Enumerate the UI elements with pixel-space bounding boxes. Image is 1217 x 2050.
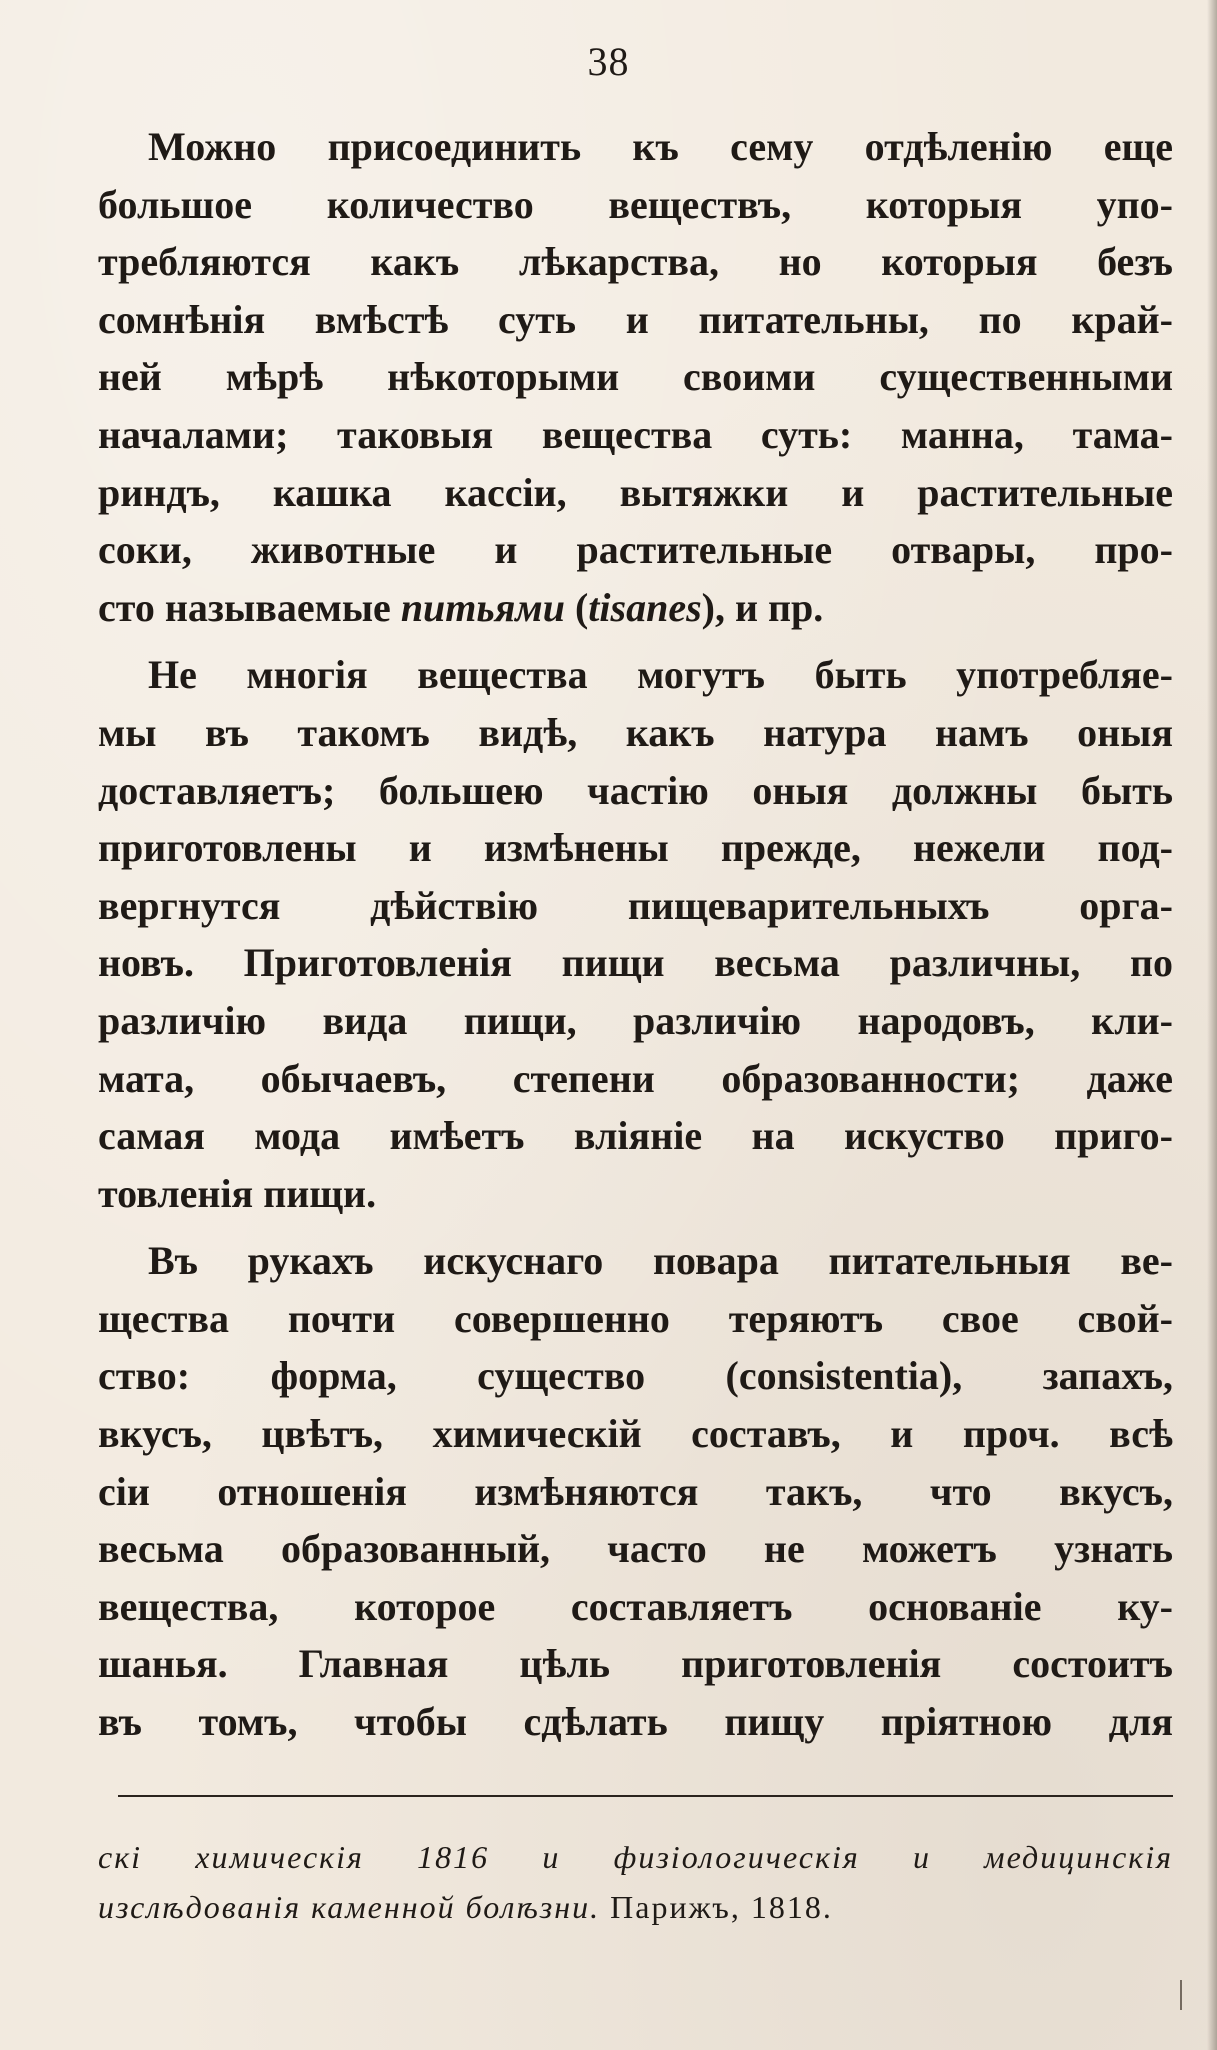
text-line: ней мѣрѣ нѣкоторыми своими существенными	[98, 354, 1173, 400]
text-line: Въ рукахъ искуснаго повара питательныя ве-	[148, 1238, 1173, 1284]
text-line: доставляетъ; большею частію оныя должны быть	[98, 767, 1173, 813]
footnote	[98, 1832, 1173, 1932]
text-line: новъ. Приготовленія пищи весьма различны, по	[98, 940, 1173, 986]
text-line: щества почти совершенно теряютъ свое свой-	[98, 1295, 1173, 1341]
text-line: въ томъ, чтобы сдѣлать пищу пріятною для	[98, 1699, 1173, 1745]
footnote-publication: Парижъ, 1818.	[600, 1889, 833, 1925]
text-line: Можно присоединить къ сему отдѣленію еще	[148, 124, 1173, 169]
text-line: товленія пищи.	[98, 1170, 377, 1216]
text-run: (	[564, 584, 589, 630]
text-line: весьма образованный, часто не можетъ узнать	[98, 1526, 1173, 1572]
text-line: требляются какъ лѣкарства, но которыя безъ	[98, 239, 1173, 285]
text-run: ), и пр.	[701, 584, 824, 630]
text-line: приготовлены и измѣнены прежде, нежели под-	[98, 825, 1173, 871]
paragraph-gap	[98, 1222, 1173, 1232]
footnote-italic-run: изслѣдованія каменной болѣзни.	[98, 1889, 601, 1925]
text-line: мы въ такомъ видѣ, какъ натура намъ оныя	[98, 709, 1173, 755]
paragraph-1	[98, 118, 1173, 636]
page-number: 38	[587, 39, 630, 84]
footnote-divider	[118, 1795, 1173, 1797]
text-line: вергнутся дѣйствію пищеварительныхъ орга-	[98, 882, 1173, 928]
text-line: началами; таковыя вещества суть: манна, тама-	[98, 411, 1173, 457]
page-edge-shadow	[1207, 0, 1217, 2050]
footnote-line	[98, 1882, 1173, 1932]
text-line: ство: форма, существо (consistentia), запахъ,	[98, 1353, 1173, 1399]
text-line: сіи отношенія измѣняются такъ, что вкусъ,	[98, 1468, 1173, 1514]
text-line: самая мода имѣетъ вліяніе на искуство приго-	[98, 1113, 1173, 1159]
paragraph-3	[98, 1232, 1173, 1750]
text-line: шанья. Главная цѣль приготовленія состоитъ	[98, 1641, 1173, 1687]
text-line: вкусъ, цвѣтъ, химическій составъ, и проч. всѣ	[98, 1411, 1173, 1457]
italic-term-tisanes: tisanes	[588, 584, 702, 630]
text-line: различію вида пищи, различію народовъ, кли-	[98, 997, 1173, 1043]
page-edge-mark	[1180, 1980, 1182, 2010]
footnote-line: скі химическія 1816 и физіологическія и медицинскія	[98, 1839, 1173, 1875]
text-line: мата, обычаевъ, степени образованности; даже	[98, 1055, 1173, 1101]
text-line: риндъ, кашка кассіи, вытяжки и растительные	[98, 469, 1173, 515]
text-line: вещества, которое составляетъ основаніе ку-	[98, 1583, 1173, 1629]
text-line: соки, животные и растительные отвары, про-	[98, 527, 1173, 573]
text-line: сомнѣнія вмѣстѣ суть и питательны, по край-	[98, 296, 1173, 342]
body-text	[98, 118, 1173, 1751]
paragraph-gap	[98, 636, 1173, 646]
text-line: большое количество веществъ, которыя упо-	[98, 181, 1173, 227]
paragraph-2	[98, 646, 1173, 1222]
text-line-last	[98, 579, 1173, 637]
text-line: Не многія вещества могутъ быть употребляе-	[148, 652, 1173, 698]
text-run: сто называемые	[98, 584, 401, 630]
italic-term-pityami: питьями	[400, 584, 565, 630]
